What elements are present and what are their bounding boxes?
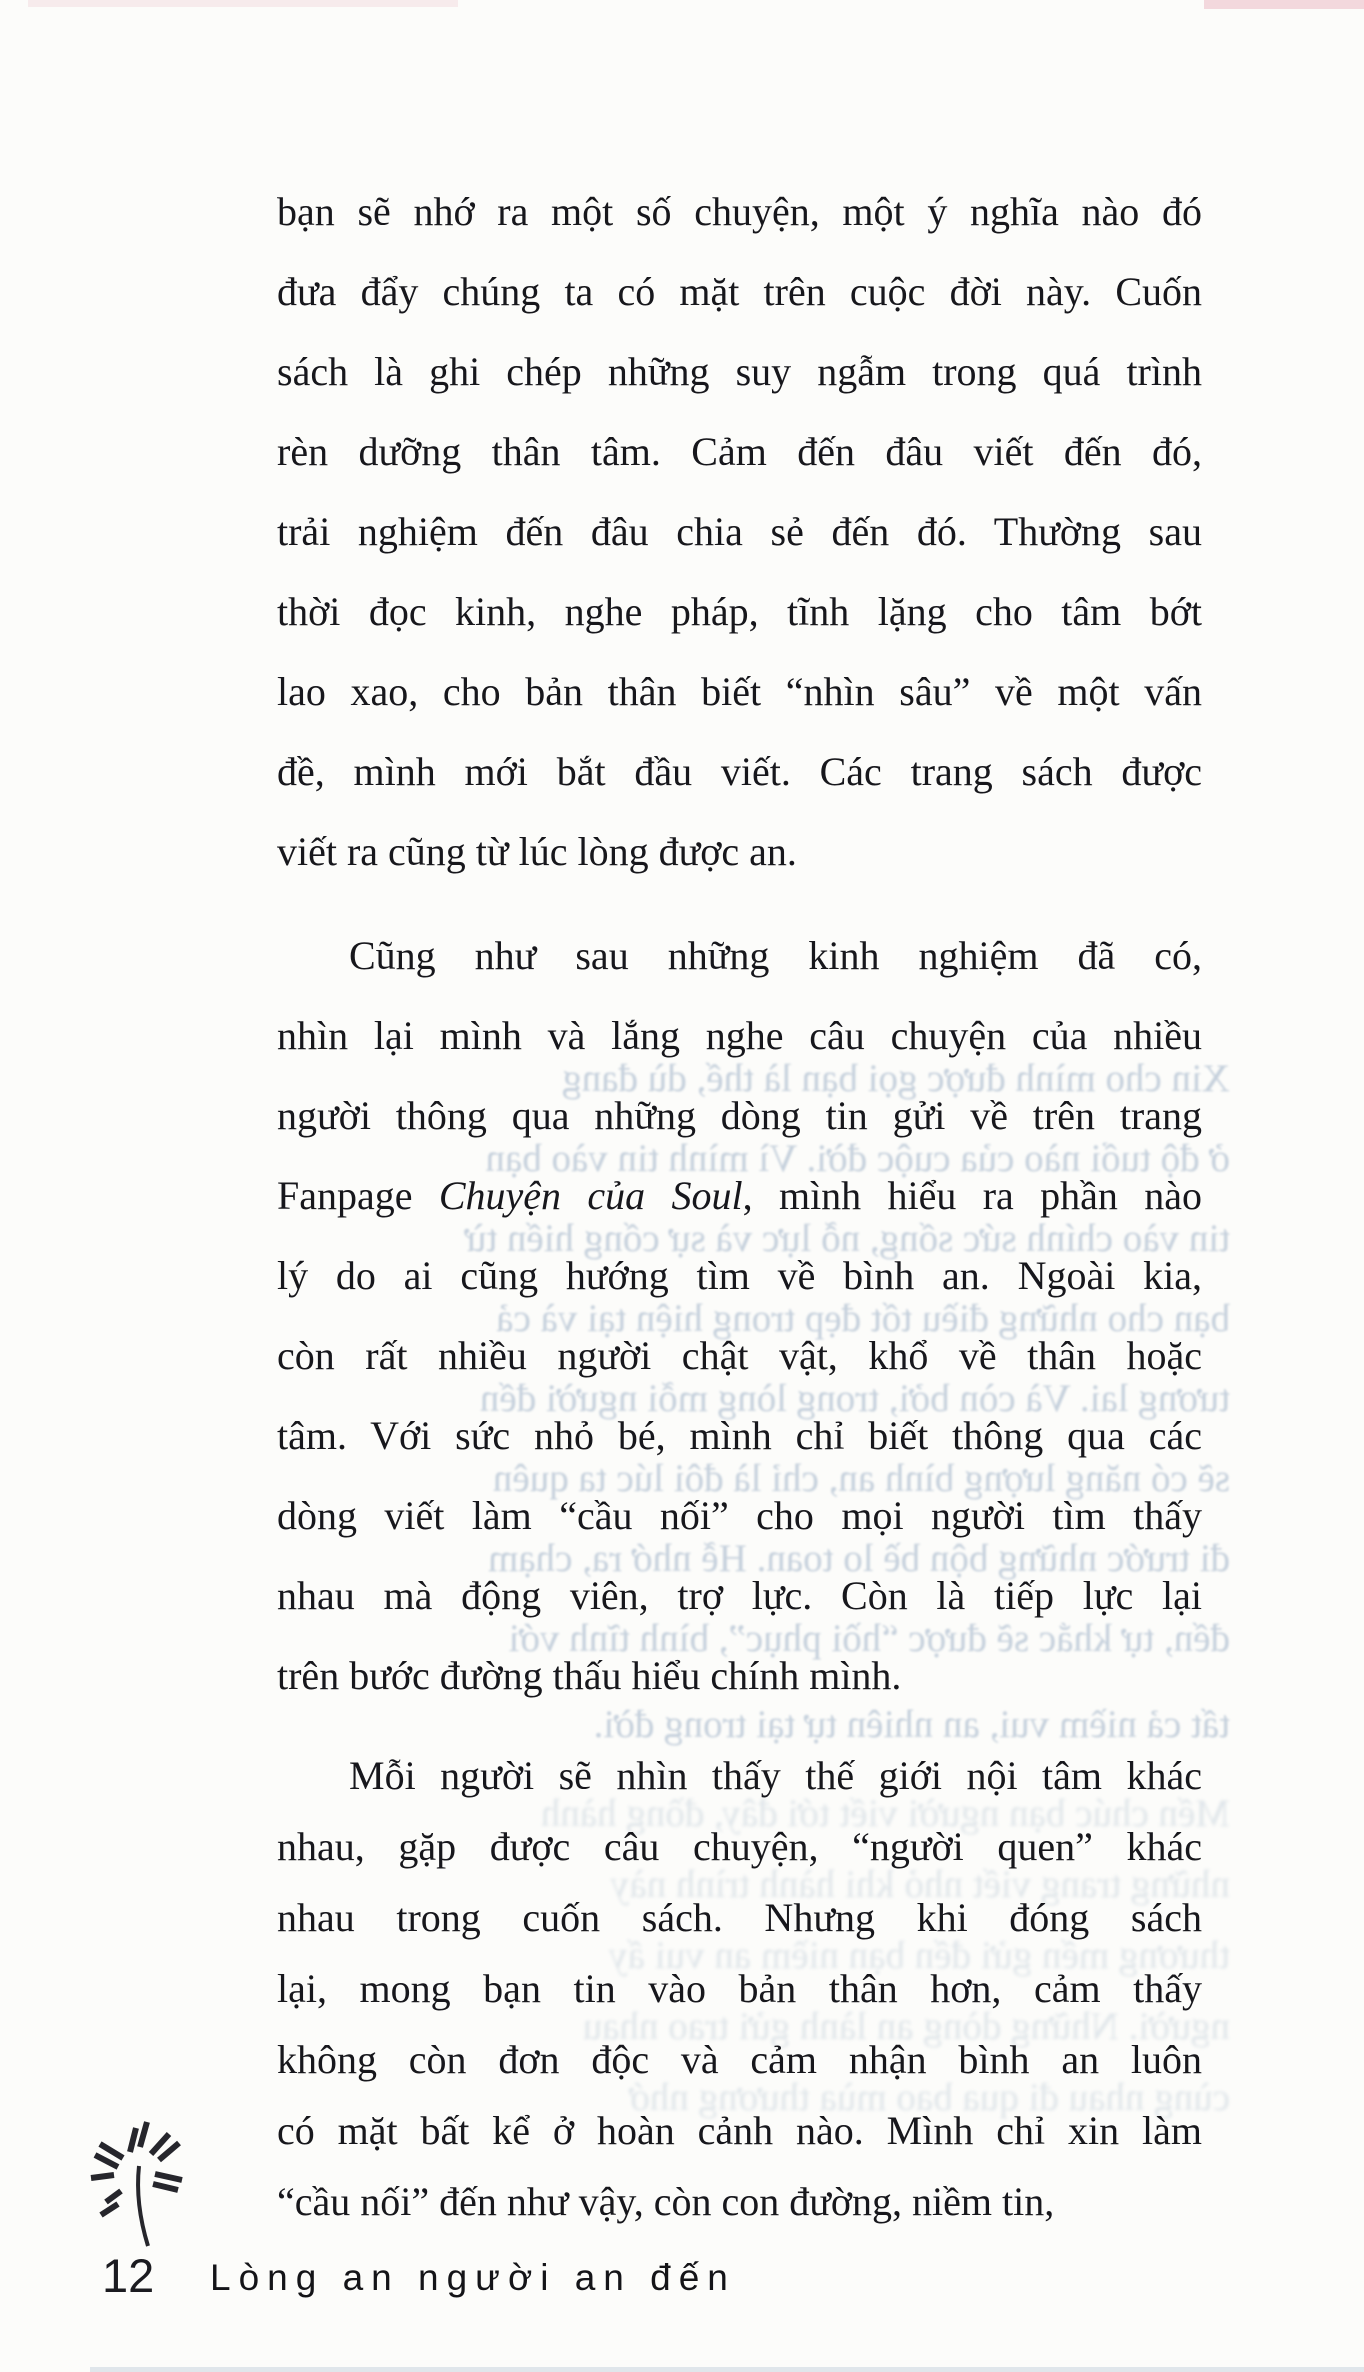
ghost-bleedthrough-line: người. Những dòng an lành gửi trao nhau: [582, 2005, 1230, 2048]
paragraph: [277, 172, 1202, 892]
ghost-bleedthrough-line: đi trước những bộn bề lo toan. Hễ nhớ ra, chạm: [487, 1537, 1230, 1580]
text-line: trải nghiệm đến đâu chia sẻ đến đó. Thường sau: [277, 509, 1202, 554]
text-line: Cũng như sau những kinh nghiệm đã có,: [349, 933, 1202, 978]
scan-edge-artifact-bottom: [90, 2367, 1364, 2372]
text-segment: , mình hiểu ra phần nào: [742, 1173, 1202, 1218]
text-line: nhau, gặp được câu chuyện, “người quen” khác: [277, 1824, 1202, 1869]
paragraph: [277, 1740, 1202, 2237]
text-line: nhìn lại mình và lắng nghe câu chuyện của nhiều: [277, 1013, 1202, 1058]
running-footer-book-title: Lòng an người an đến: [210, 2257, 736, 2298]
text-line: đề, mình mới bắt đầu viết. Các trang sách được: [277, 749, 1202, 794]
ghost-bleedthrough-line: thương mến gửi đến bạn niềm an vui ấy: [608, 1934, 1230, 1977]
paragraph: [277, 916, 1202, 1716]
text-line: nhau mà động viên, trợ lực. Còn là tiếp lực lại: [277, 1573, 1202, 1618]
page-number: 12: [102, 2249, 155, 2302]
spark-doodle-icon: [84, 2112, 194, 2257]
scan-edge-artifact-top-right: [1204, 0, 1364, 9]
ghost-bleedthrough-line: bạn cho những điều tốt đẹp trong hiện tại và cả: [496, 1297, 1230, 1340]
text-line: tâm. Với sức nhỏ bé, mình chỉ biết thông qua các: [277, 1413, 1202, 1458]
text-line: thời đọc kinh, nghe pháp, tĩnh lặng cho tâm bớt: [277, 589, 1202, 634]
text-line: không còn đơn độc và cảm nhận bình an luôn: [277, 2037, 1202, 2082]
body-text: [277, 172, 1202, 2237]
ghost-bleedthrough-line: những trang viết nhỏ khi hành trình này: [609, 1863, 1230, 1906]
ghost-bleedthrough-line: cùng nhau đi qua bao mùa thương nhớ: [629, 2076, 1230, 2119]
text-line: bạn sẽ nhớ ra một số chuyện, một ý nghĩa nào đó: [277, 189, 1202, 234]
text-line: còn rất nhiều người chật vật, khổ về thân hoặc: [277, 1333, 1202, 1378]
text-segment: Fanpage: [277, 1173, 439, 1218]
ghost-bleedthrough-line: tin vào chính sức sống, nỗ lực và sự cống hiến từ: [465, 1217, 1230, 1260]
text-line: Mỗi người sẽ nhìn thấy thế giới nội tâm khác: [349, 1753, 1202, 1798]
ghost-bleedthrough-line: Xin cho mình được gọi bạn là thế, dù đang: [562, 1057, 1230, 1100]
text-line: lại, mong bạn tin vào bản thân hơn, cảm thấy: [277, 1966, 1202, 2011]
text-line: trên bước đường thấu hiểu chính mình.: [277, 1653, 902, 1698]
ghost-bleedthrough-line: tương lai. Và còn bởi, trong lòng mỗi người đến: [479, 1377, 1230, 1420]
ghost-bleedthrough-line: ở độ tuổi nào của cuộc đời. Vì mình tin vào bạn: [485, 1137, 1230, 1180]
text-line: sách là ghi chép những suy ngẫm trong quá trình: [277, 349, 1202, 394]
text-line: nhau trong cuốn sách. Nhưng khi đóng sách: [277, 1895, 1202, 1940]
text-line: [277, 1156, 1202, 1236]
text-line: có mặt bất kể ở hoàn cảnh nào. Mình chỉ xin làm: [277, 2108, 1202, 2153]
scan-edge-artifact-top-left: [28, 0, 458, 7]
text-line: dòng viết làm “cầu nối” cho mọi người tìm thấy: [277, 1493, 1202, 1538]
text-line: đưa đẩy chúng ta có mặt trên cuộc đời này. Cuốn: [277, 269, 1202, 314]
italic-fanpage-name: Chuyện của Soul: [438, 1173, 743, 1218]
text-line: lý do ai cũng hướng tìm về bình an. Ngoài kia,: [277, 1253, 1202, 1298]
text-line: “cầu nối” đến như vậy, còn con đường, niềm tin,: [277, 2179, 1055, 2224]
ghost-bleedthrough-line: sẽ có năng lượng bình an, chỉ là đôi lúc ta quên: [492, 1457, 1230, 1500]
text-line: lao xao, cho bản thân biết “nhìn sâu” về một vấn: [277, 669, 1202, 714]
ghost-bleedthrough-line: tất cả niềm vui, an nhiên tự tại trong đời.: [593, 1703, 1230, 1746]
text-line: viết ra cũng từ lúc lòng được an.: [277, 829, 797, 874]
ghost-bleedthrough-line: đến, tự khắc sẽ được “hồi phục”, bình tĩnh với: [508, 1617, 1230, 1660]
text-line: người thông qua những dòng tin gửi về trên trang: [277, 1093, 1202, 1138]
ghost-bleedthrough-line: Mến chúc bạn người viết tới đây, đồng hành: [540, 1792, 1230, 1835]
text-line: rèn dưỡng thân tâm. Cảm đến đâu viết đến đó,: [277, 429, 1202, 474]
